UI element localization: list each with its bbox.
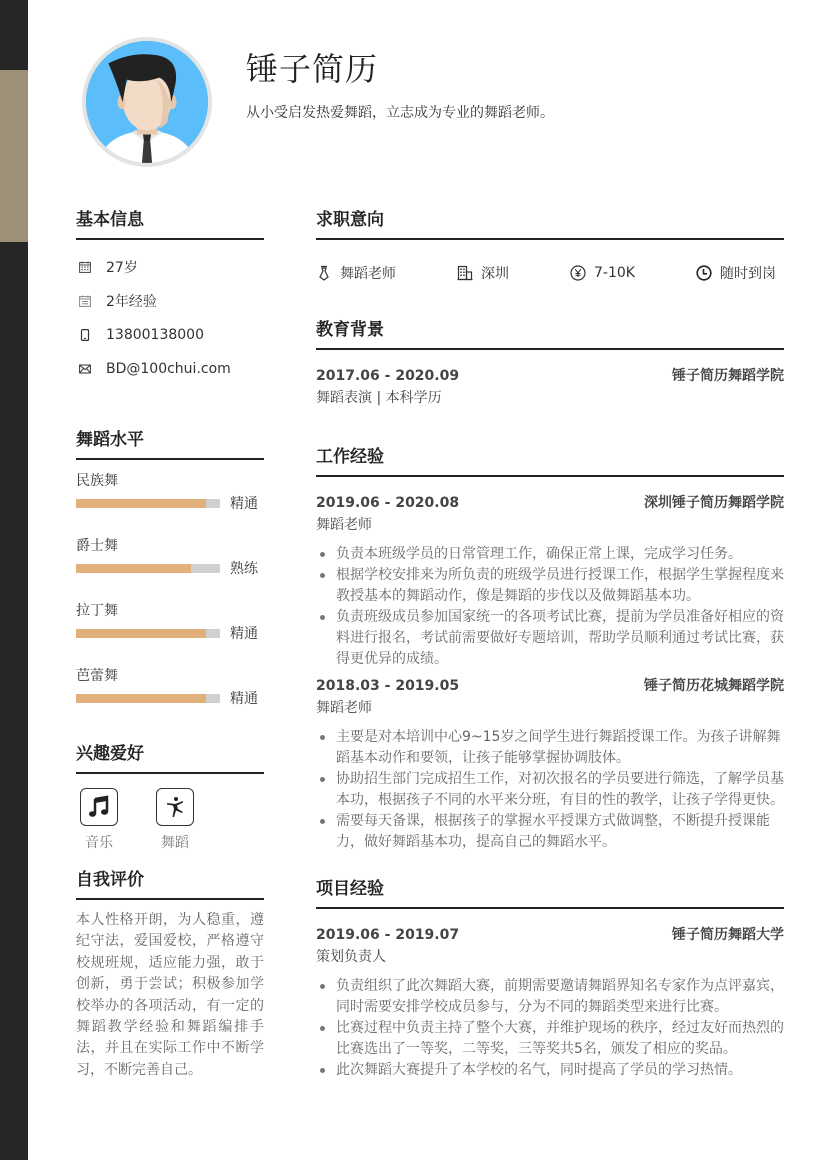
info-experience <box>76 284 264 318</box>
self-evaluation-text: 本人性格开朗，为人稳重，遵纪守法，爱国爱校，严格遵守校规班规，适应能力强，敢于创新，勇于尝试；积极参加学校举办的各项活动，有一定的舞蹈教学经验和舞蹈编排手法，并且在实际工作中不断学习，不断完善自己。 <box>76 912 264 1078</box>
info-value: 2年经验 <box>106 294 157 310</box>
section-title: 工作经验 <box>316 443 784 477</box>
intent-position <box>316 263 396 283</box>
section-title: 舞蹈水平 <box>76 426 264 460</box>
entry-bullets <box>316 727 784 853</box>
right-column <box>316 206 784 1081</box>
hobby-label: 音乐 <box>85 835 113 851</box>
project-entry <box>316 925 784 1081</box>
skill-level: 精通 <box>230 691 258 707</box>
bullet-item: 负责本班级学员的日常管理工作，确保正常上课，完成学习任务。 <box>316 544 784 565</box>
intent-value: 深圳 <box>481 266 509 282</box>
entry-org: 锤子简历舞蹈学院 <box>672 368 784 384</box>
entry-period: 2019.06 - 2019.07 <box>316 927 460 943</box>
work-entry <box>316 676 784 853</box>
skill-bar <box>76 499 220 508</box>
intent-value: 7-10K <box>594 265 635 281</box>
skill-level: 精通 <box>230 496 258 512</box>
resume-motto: 从小受启发热爱舞蹈，立志成为专业的舞蹈老师。 <box>246 105 554 121</box>
tie-icon <box>316 265 332 281</box>
hobby-item <box>76 788 152 866</box>
clock-icon <box>696 265 712 281</box>
bullet-item: 需要每天备课，根据孩子的掌握水平授课方式做调整，不断提升授课能力，做好舞蹈基本功，提高自己的舞蹈水平。 <box>316 811 784 853</box>
skill-bar-fill <box>76 499 206 508</box>
building-icon <box>457 265 473 281</box>
avatar-illustration-icon <box>86 41 208 163</box>
section-title: 项目经验 <box>316 875 784 909</box>
intent-value: 舞蹈老师 <box>340 266 396 282</box>
info-phone <box>76 318 264 352</box>
bullet-item: 负责班级成员参加国家统一的各项考试比赛，提前为学员准备好相应的资料进行报名，考试前需要做好专题培训，帮助学员顺利通过考试比赛，获得更优异的成绩。 <box>316 607 784 670</box>
entry-period: 2019.06 - 2020.08 <box>316 495 460 511</box>
education-entry <box>316 366 784 409</box>
section-title: 基本信息 <box>76 206 264 240</box>
entry-period: 2018.03 - 2019.05 <box>316 678 460 694</box>
avatar <box>82 37 212 167</box>
bullet-item: 此次舞蹈大赛提升了本学校的名气，同时提高了学员的学习热情。 <box>316 1060 784 1081</box>
info-age <box>76 250 264 284</box>
info-value: 13800138000 <box>106 327 204 343</box>
skill-name: 民族舞 <box>76 473 118 489</box>
sidebar-accent-block <box>0 70 28 242</box>
bullet-item: 负责组织了此次舞蹈大赛，前期需要邀请舞蹈界知名专家作为点评嘉宾，同时需要安排学校成员参与，分为不同的舞蹈类型来进行比赛。 <box>316 976 784 1018</box>
info-value: 27岁 <box>106 260 138 276</box>
skill-level: 精通 <box>230 626 258 642</box>
left-column <box>76 206 264 1081</box>
skill-name: 拉丁舞 <box>76 603 118 619</box>
work-section <box>316 443 784 853</box>
skill-level: 熟练 <box>230 561 258 577</box>
work-entry <box>316 493 784 670</box>
entry-subtitle: 舞蹈老师 <box>316 700 372 716</box>
skill-item <box>76 470 264 535</box>
intent-salary <box>570 265 635 281</box>
phone-icon <box>76 329 106 341</box>
entry-bullets <box>316 544 784 670</box>
resume-name: 锤子简历 <box>246 50 379 88</box>
skill-bar-fill <box>76 564 191 573</box>
skill-name: 爵士舞 <box>76 538 118 554</box>
basic-info-section <box>76 206 264 386</box>
dance-skills-section <box>76 426 264 715</box>
dancer-icon <box>156 788 194 826</box>
intent-availability <box>696 263 776 283</box>
skill-bar-fill <box>76 694 206 703</box>
info-value: BD@100chui.com <box>106 361 231 377</box>
hobby-label: 舞蹈 <box>161 835 189 851</box>
skill-bar <box>76 564 220 573</box>
entry-org: 锤子简历花城舞蹈学院 <box>644 678 784 694</box>
yuan-icon <box>570 265 586 281</box>
info-email <box>76 352 264 386</box>
skill-bar-fill <box>76 629 206 638</box>
entry-subtitle: 策划负责人 <box>316 949 386 965</box>
entry-subtitle: 舞蹈老师 <box>316 517 372 533</box>
skill-name: 芭蕾舞 <box>76 668 118 684</box>
skill-item <box>76 535 264 600</box>
intent-value: 随时到岗 <box>719 266 776 282</box>
bullet-item: 比赛过程中负责主持了整个大赛，并维护现场的秩序，经过友好而热烈的比赛选出了一等奖，二等奖，三等奖共5名，颁发了相应的奖品。 <box>316 1018 784 1060</box>
hobbies-section <box>76 740 264 866</box>
calendar-outline-icon <box>76 295 106 307</box>
calendar-icon <box>76 261 106 273</box>
section-title: 兴趣爱好 <box>76 740 264 774</box>
skill-item <box>76 665 264 715</box>
bullet-item: 根据学校安排来为所负责的班级学员进行授课工作，根据学生掌握程度来教授基本的舞蹈动作，像是舞蹈的步伐以及做舞蹈基本功。 <box>316 565 784 607</box>
bullet-item: 协助招生部门完成招生工作，对初次报名的学员要进行筛选，了解学员基本功，根据孩子不同的水平来分班，有目的性的教学，让孩子学得更快。 <box>316 769 784 811</box>
entry-subtitle: 舞蹈表演 | 本科学历 <box>316 390 442 406</box>
mail-icon <box>76 363 106 375</box>
entry-period: 2017.06 - 2020.09 <box>316 368 460 384</box>
skill-bar <box>76 629 220 638</box>
music-note-icon <box>80 788 118 826</box>
section-title: 自我评价 <box>76 866 264 900</box>
job-intent-section <box>316 206 784 302</box>
self-evaluation-section <box>76 866 264 1081</box>
section-title: 教育背景 <box>316 316 784 350</box>
skill-item <box>76 600 264 665</box>
entry-org: 深圳锤子简历舞蹈学院 <box>644 495 784 511</box>
entry-bullets <box>316 976 784 1081</box>
entry-org: 锤子简历舞蹈大学 <box>672 927 784 943</box>
intent-city <box>457 263 509 283</box>
hobby-item <box>152 788 228 866</box>
bullet-item: 主要是对本培训中心9~15岁之间学生进行舞蹈授课工作。为孩子讲解舞蹈基本动作和要领，让孩子能够掌握协调肢体。 <box>316 727 784 769</box>
projects-section <box>316 875 784 1081</box>
education-section <box>316 316 784 409</box>
section-title: 求职意向 <box>316 206 784 240</box>
skill-bar <box>76 694 220 703</box>
